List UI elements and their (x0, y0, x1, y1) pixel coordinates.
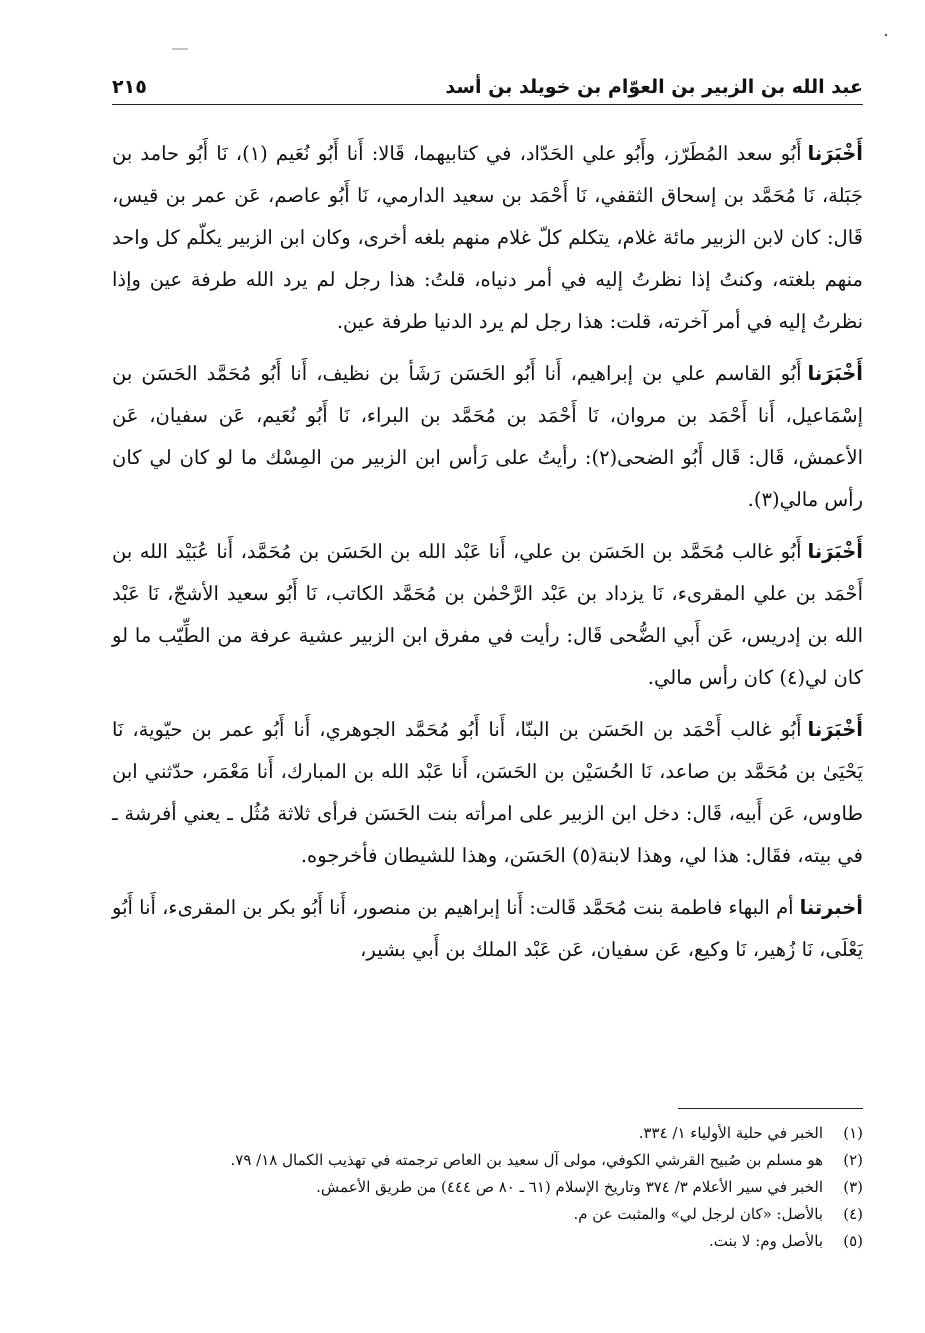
footnote (112, 1228, 863, 1255)
paragraph (112, 887, 863, 971)
page-header (112, 70, 863, 105)
footnote (112, 1147, 863, 1174)
paragraph-text: أَبُو سعد المُطَرّز، وأَبُو علي الحَدّاد، في كتابيهما، قَالا: أَنا أَبُو نُعَيم (١)، نَا أَبُو حامد بن جَبَلة، نَا مُحَمَّد بن إسحاق الثقفي، نَا أَحْمَد بن سعيد الدارمي، نَا أَبُو عاصم، عَن عمر بن قيس، قَال: كان لابن الزبير مائة غلام، يتكلم كلّ غلام منهم بلغه أخرى، وكان ابن الزبير يكلّم كل واحد منهم بلغته، وكنتُ إذا نظرتُ إليه في أمر دنياه، قلتُ: هذا رجل لم يرد الله طرفة عين وإذا نظرتُ إليه في أمر آخرته، قلت: هذا رجل لم يرد الدنيا طرفة عين. (112, 142, 863, 333)
footnote-divider (678, 1108, 863, 1109)
paragraph-text: أَبُو القاسم علي بن إبراهيم، أَنا أَبُو الحَسَن رَشَأ بن نظيف، أَنا أَبُو مُحَمَّد الحَسَن بن إسْمَاعيل، أَنا أَحْمَد بن مروان، نَا أَحْمَد بن مُحَمَّد بن البراء، نَا أَبُو نُعَيم، عَن سفيان، عَن الأعمش، قَال: قَال أَبُو الضحى(٢): رأيتُ على رَأس ابن الزبير من المِسْك ما لو كان لي كان رأس مالي(٣). (112, 362, 863, 511)
paragraph-text: أَبُو غالب أَحْمَد بن الحَسَن بن البنّا، أَنا أَبُو مُحَمَّد الجوهري، أَنا أَبُو عمر بن حيّوية، نَا يَحْيَىٰ بن مُحَمَّد بن صاعد، نَا الحُسَيْن بن الحَسَن، أَنا عَبْد الله بن المبارك، أَنا مَعْمَر، حدّثني ابن طاوس، عَن أَبيه، قَال: دخل ابن الزبير على امرأته بنت الحَسَن فرأى ثلاثة مُثُل ـ يعني أفرشة ـ في بيته، فقَال: هذا لي، وهذا لابنة(٥) الحَسَن، وهذا للشيطان فأخرجوه. (112, 718, 863, 867)
paragraph (112, 709, 863, 877)
paragraph (112, 133, 863, 343)
scan-specks (0, 0, 925, 60)
paragraph-text: أَبُو غالب مُحَمَّد بن الحَسَن بن علي، أَنا عَبْد الله بن الحَسَن بن مُحَمَّد، أَنا عُبَيْد الله بن أَحْمَد بن علي المقرىء، نَا يزداد بن عَبْد الرَّحْمٰن بن مُحَمَّد الكاتب، نَا أَبُو سعيد الأشجّ، نَا عَبْد الله بن إدريس، عَن أَبي الضُّحى قَال: رأيت في مفرق ابن الزبير عشية عرفة من الطِّيّب ما لو كان لي(٤) كان رأس مالي. (112, 540, 863, 689)
footnote-text: بالأصل: «كان لرجل لي» والمثبت عن م. (573, 1205, 823, 1223)
paragraph (112, 531, 863, 699)
paragraph (112, 353, 863, 521)
footnote-text: هو مسلم بن صُبيح القرشي الكوفي، مولى آل سعيد بن العاص ترجمته في تهذيب الكمال ١٨/ ٧٩. (230, 1151, 823, 1169)
paragraph-lead: أَخْبَرَنا (807, 718, 863, 741)
paragraph-lead: أَخْبَرَنا (807, 362, 863, 385)
paragraph-lead: أَخْبَرَنا (807, 540, 863, 563)
footnotes (112, 1120, 863, 1255)
footnote-text: بالأصل وم: لا بنت. (708, 1232, 823, 1250)
footnote (112, 1201, 863, 1228)
footnote-number: (١) (843, 1124, 863, 1142)
footnote-number: (٣) (843, 1178, 863, 1196)
footnote-number: (٤) (843, 1205, 863, 1223)
footnote (112, 1120, 863, 1147)
page-number: ٢١٥ (112, 76, 147, 98)
paragraph-lead: أخبرتنا (799, 896, 863, 919)
paragraph-lead: أَخْبَرَنا (807, 142, 863, 165)
footnote-text: الخبر في سير الأعلام ٣/ ٣٧٤ وتاريخ الإسلام (٦١ ـ ٨٠ ص ٤٤٤) من طريق الأعمش. (316, 1178, 823, 1196)
paragraph-text: أم البهاء فاطمة بنت مُحَمَّد قَالت: أَنا إبراهيم بن منصور، أَنا أَبُو بكر بن المقرىء، أَنا أَبُو يَعْلَى، نَا زُهير، نَا وكيع، عَن سفيان، عَن عَبْد الملك بن أَبي بشير، (112, 896, 863, 961)
footnote-text: الخبر في حلية الأولياء ١/ ٣٣٤. (638, 1124, 823, 1142)
running-head: عبد الله بن الزبير بن العوّام بن خويلد بن أسد (445, 76, 863, 98)
footnote-number: (٥) (843, 1232, 863, 1250)
footnote-number: (٢) (843, 1151, 863, 1169)
main-text (112, 133, 863, 981)
footnote (112, 1174, 863, 1201)
